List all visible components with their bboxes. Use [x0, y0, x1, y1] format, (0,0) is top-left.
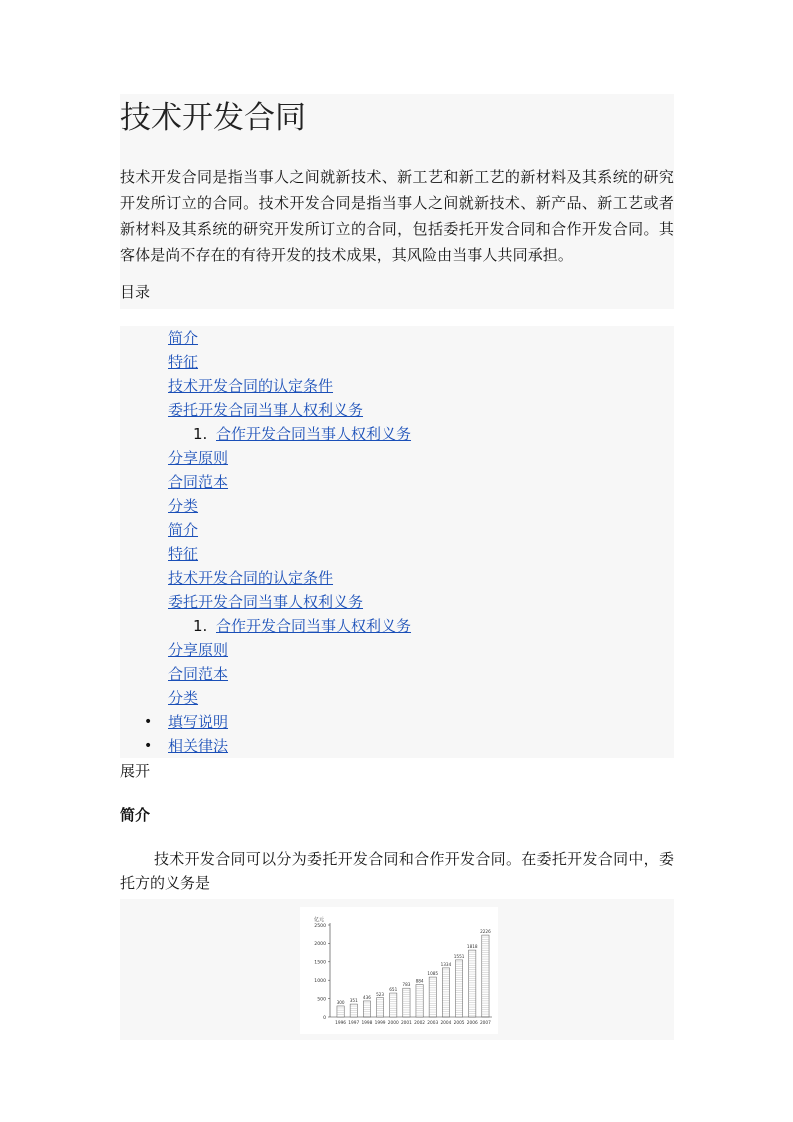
- x-tick-label: 2004: [440, 1021, 452, 1026]
- toc-item: [120, 494, 674, 518]
- table-of-contents: [120, 326, 674, 758]
- toc-link[interactable]: 合同范本: [168, 473, 229, 491]
- toc-item: [120, 350, 674, 374]
- x-tick-label: 1997: [348, 1021, 360, 1026]
- toc-link[interactable]: 分类: [168, 689, 199, 707]
- bar-data-label: 884: [415, 978, 424, 984]
- bar-data-label: 1334: [440, 961, 452, 967]
- bar: [337, 1006, 344, 1017]
- toc-item: [120, 686, 674, 710]
- x-tick-label: 2005: [453, 1021, 465, 1026]
- bar-data-label: 436: [362, 994, 371, 1000]
- toc-item: [120, 590, 674, 614]
- toc-item: [120, 518, 674, 542]
- toc-link[interactable]: 分享原则: [168, 641, 229, 659]
- bar: [363, 1001, 370, 1017]
- document-page: [120, 94, 674, 1040]
- x-tick-label: 1998: [361, 1021, 373, 1026]
- x-tick-label: 2000: [387, 1021, 399, 1026]
- toc-link[interactable]: 简介: [168, 521, 199, 539]
- toc-link[interactable]: 填写说明: [168, 713, 229, 731]
- toc-label: 目录: [120, 283, 151, 301]
- y-tick-label: 2000: [314, 942, 326, 948]
- toc-link[interactable]: 委托开发合同当事人权利义务: [168, 593, 364, 611]
- x-tick-label: 2001: [400, 1021, 412, 1026]
- bar: [376, 998, 383, 1017]
- bar-data-label: 651: [389, 987, 398, 993]
- bar: [482, 935, 489, 1017]
- bullet-icon: •: [144, 738, 153, 754]
- header-block: [120, 94, 674, 309]
- toc-item: [120, 734, 674, 758]
- y-tick-label: 2500: [314, 923, 326, 929]
- toc-link[interactable]: 相关律法: [168, 737, 229, 755]
- bar-data-label: 1551: [453, 953, 465, 959]
- toc-link[interactable]: 特征: [168, 545, 199, 563]
- bar: [429, 977, 436, 1017]
- toc-link[interactable]: 合作开发合同当事人权利义务: [216, 425, 412, 443]
- bullet-icon: •: [144, 714, 153, 730]
- x-tick-label: 1996: [335, 1021, 347, 1026]
- toc-item: [120, 710, 674, 734]
- toc-link[interactable]: 技术开发合同的认定条件: [168, 377, 334, 395]
- toc-item: [120, 326, 674, 350]
- toc-item-number: 1.: [193, 617, 208, 635]
- bar-data-label: 351: [349, 998, 358, 1004]
- bar-data-label: 523: [376, 991, 385, 997]
- y-tick-label: 0: [323, 1015, 326, 1021]
- toc-link[interactable]: 合作开发合同当事人权利义务: [216, 617, 412, 635]
- toc-item: [120, 470, 674, 494]
- chart-image: [300, 907, 498, 1034]
- y-tick-label: 500: [317, 997, 326, 1003]
- x-tick-label: 2003: [427, 1021, 439, 1026]
- x-tick-label: 2006: [466, 1021, 478, 1026]
- section-heading: 简介: [120, 803, 674, 827]
- toc-link[interactable]: 分类: [168, 497, 199, 515]
- intro-paragraph: 技术开发合同是指当事人之间就新技术、新工艺和新工艺的新材料及其系统的研究开发所订立的合同。技术开发合同是指当事人之间就新技术、新产品、新工艺或者新材料及其系统的研究开发所订立的合同，包括委托开发合同和合作开发合同。其客体是尚不存在的有待开发的技术成果，其风险由当事人共同承担。: [120, 168, 674, 264]
- toc-item: [120, 374, 674, 398]
- toc-link[interactable]: 技术开发合同的认定条件: [168, 569, 334, 587]
- toc-item: [120, 614, 674, 638]
- expand-toggle[interactable]: 展开: [120, 759, 674, 783]
- toc-item-number: 1.: [193, 425, 208, 443]
- bar: [416, 984, 423, 1017]
- x-tick-label: 1999: [374, 1021, 386, 1026]
- x-tick-label: 2007: [479, 1021, 491, 1026]
- y-tick-label: 1500: [314, 960, 326, 966]
- section-paragraph: 技术开发合同可以分为委托开发合同和合作开发合同。在委托开发合同中，委托方的义务是: [120, 847, 674, 895]
- toc-link[interactable]: 委托开发合同当事人权利义务: [168, 401, 364, 419]
- x-tick-label: 2002: [414, 1021, 426, 1026]
- bar-data-label: 1085: [427, 971, 439, 977]
- y-axis-label: 亿元: [314, 917, 325, 923]
- toc-item: [120, 542, 674, 566]
- bar-data-label: 300: [336, 999, 345, 1005]
- toc-link[interactable]: 简介: [168, 329, 199, 347]
- figure-block: [120, 899, 674, 1040]
- toc-item: [120, 398, 674, 422]
- toc-item: [120, 446, 674, 470]
- bar-data-label: 1818: [466, 944, 478, 950]
- toc-item: [120, 662, 674, 686]
- bar: [390, 993, 397, 1017]
- bar-chart: [300, 907, 498, 1034]
- toc-item: [120, 638, 674, 662]
- toc-link[interactable]: 分享原则: [168, 449, 229, 467]
- toc-item: [120, 422, 674, 446]
- toc-link[interactable]: 特征: [168, 353, 199, 371]
- toc-item: [120, 566, 674, 590]
- bar-data-label: 2226: [480, 929, 491, 935]
- page-title: 技术开发合同: [120, 100, 306, 136]
- y-tick-label: 1000: [314, 979, 326, 984]
- bar-data-label: 783: [402, 982, 411, 988]
- toc-link[interactable]: 合同范本: [168, 665, 229, 683]
